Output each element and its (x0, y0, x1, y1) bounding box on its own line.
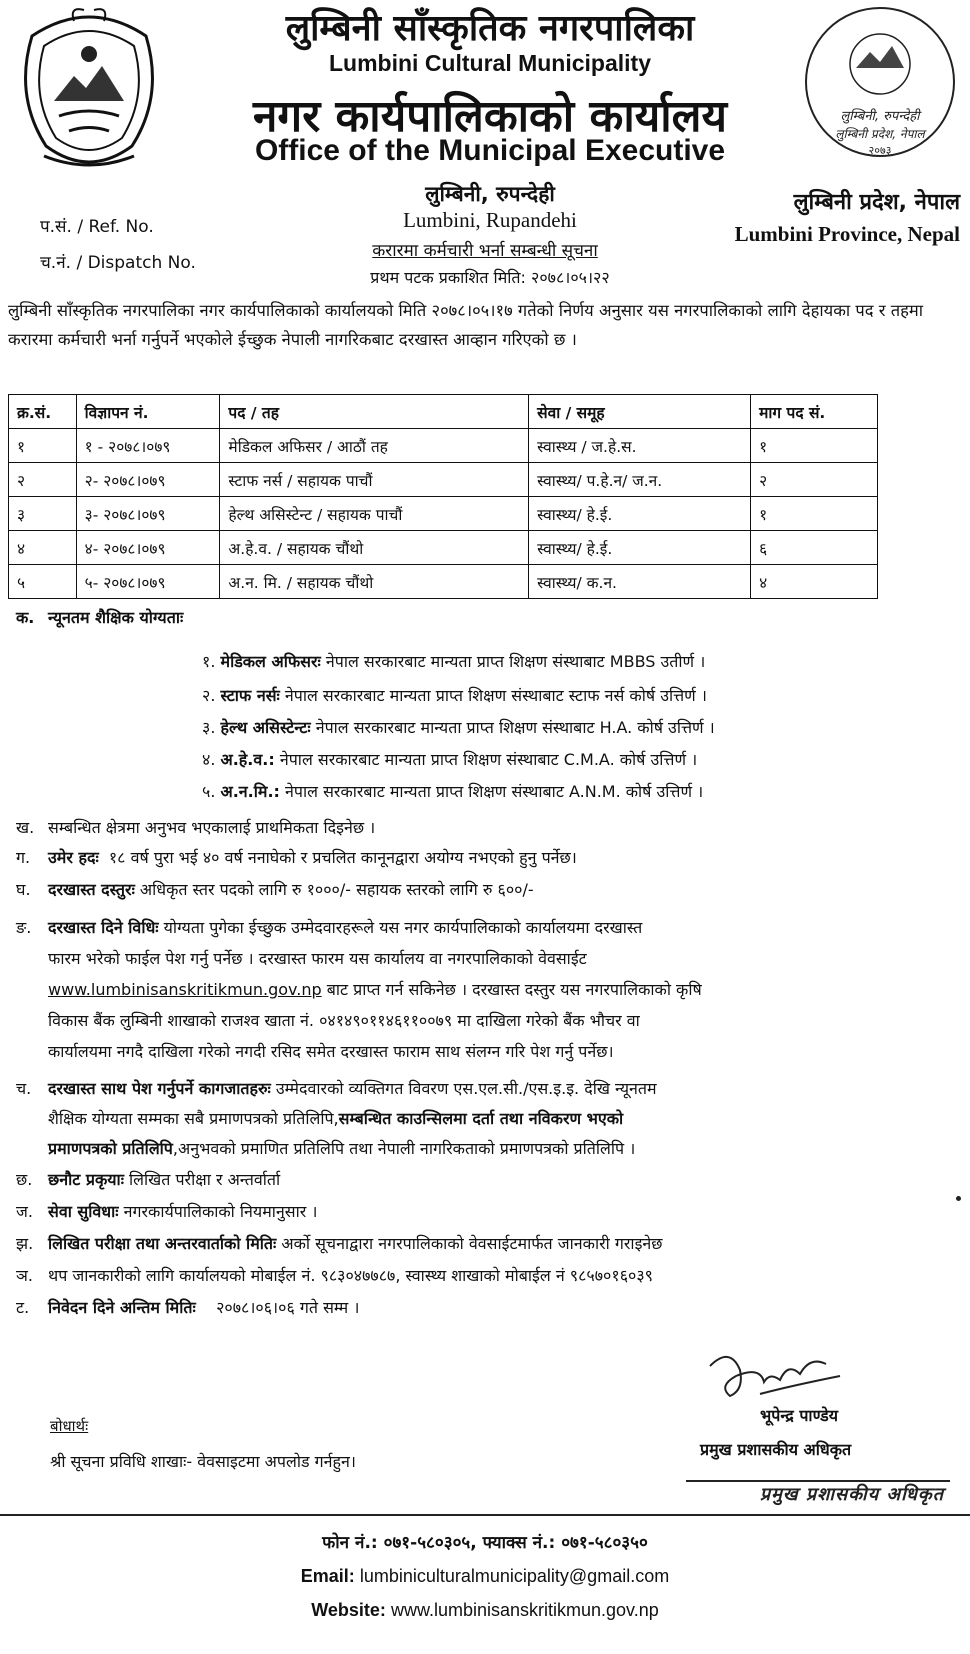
qualification-number: ५. (202, 782, 216, 801)
qualification-item (202, 684, 707, 706)
qualification-post: अ.न.मि.: (220, 782, 280, 801)
notice-subject: करारमा कर्मचारी भर्ना सम्बन्धी सूचना (372, 241, 598, 261)
section-title: निवेदन दिने अन्तिम मितिः (48, 1298, 196, 1317)
section-letter: च. (16, 1079, 32, 1098)
qualification-post: मेडिकल अफिसरः (220, 652, 321, 671)
section-cha (16, 1074, 956, 1164)
section-ja (16, 1200, 317, 1224)
office-name-en: Office of the Municipal Executive (254, 134, 726, 167)
cell-post: स्टाफ नर्स / सहायक पाचौं (220, 463, 529, 497)
table-header-row (9, 395, 878, 429)
qualification-post: स्टाफ नर्सः (220, 686, 280, 705)
section-letter: ङ. (16, 918, 32, 937)
section-text: योग्यता पुगेका ईच्छुक उम्मेदवारहरूले यस नगर कार्यपालिकाको कार्यालयमा दरखास्त (163, 918, 643, 937)
qualification-item (202, 780, 703, 802)
qualification-post: अ.हे.व.: (220, 750, 275, 769)
qualification-text: नेपाल सरकारबाट मान्यता प्राप्त शिक्षण संस्थाबाट H.A. कोर्ष उत्तिर्ण । (315, 718, 715, 737)
signatory-title: प्रमुख प्रशासकीय अधिकृत (700, 1440, 852, 1459)
section-letter: छ. (16, 1170, 33, 1189)
qualification-number: ४. (202, 750, 216, 769)
section-text: बाट प्राप्त गर्न सकिनेछ । दरखास्त दस्तुर यस नगरपालिकाको कृषि (321, 980, 702, 999)
qualification-post: हेल्थ असिस्टेन्टः (220, 718, 311, 737)
section-text: २०७८।०६।०६ गते सम्म । (216, 1298, 360, 1317)
section-letter: क. (16, 608, 35, 627)
office-stamp: प्रमुख प्रशासकीय अधिकृत (686, 1480, 950, 1512)
section-text: शैक्षिक योग्यता सम्मका सबै प्रमाणपत्रको प्रतिलिपि, (48, 1109, 339, 1128)
section-text: कार्यालयमा नगदै दाखिला गरेको नगदी रसिद समेत दरखास्त फाराम साथ संलग्न गरि पेश गर्नु पर्नेछ। (48, 1042, 614, 1061)
section-letter: ञ. (16, 1266, 33, 1285)
section-text: अर्को सूचनाद्वारा नगरपालिकाको वेवसाईटमार्फत जानकारी गराइनेछ (281, 1234, 663, 1253)
header-serial: क्र.सं. (9, 395, 77, 429)
section-text: विकास बैंक लुम्बिनी शाखाको राजश्व खाता नं. ०४१४९०११४६११००७९ मा दाखिला गरेको बैंक भौचर वा (48, 1011, 640, 1030)
footer-divider (0, 1514, 970, 1516)
section-letter: ग. (16, 848, 31, 867)
cc-text: श्री सूचना प्रविधि शाखाः- वेवसाइटमा अपलोड गर्नहुन। (50, 1452, 356, 1471)
cell-ad-number: ३- २०७८।०७९ (76, 497, 220, 531)
section-letter: घ. (16, 880, 31, 899)
location-en: Lumbini, Rupandehi (403, 208, 577, 232)
section-title: न्यूनतम शैक्षिक योग्यताः (48, 608, 184, 627)
section-ga (16, 846, 577, 870)
cell-ad-number: ४- २०७८।०७९ (76, 531, 220, 565)
published-date: प्रथम पटक प्रकाशित मिति: २०७८।०५।२२ (370, 268, 610, 287)
svg-text:२०७३: २०७३ (868, 144, 892, 157)
province-en: Lumbini Province, Nepal (734, 222, 960, 246)
province-np: लुम्बिनी प्रदेश, नेपाल (793, 190, 960, 215)
website-link[interactable]: www.lumbinisanskritikmun.gov.np (48, 980, 322, 999)
section-text-bold: प्रमाणपत्रको प्रतिलिपि (48, 1139, 173, 1158)
table-row (9, 497, 878, 531)
cell-serial: १ (9, 429, 77, 463)
cell-service: स्वास्थ्य/ प.हे.न/ ज.न. (529, 463, 751, 497)
qualification-text: नेपाल सरकारबाट मान्यता प्राप्त शिक्षण संस्थाबाट स्टाफ नर्स कोर्ष उत्तिर्ण । (284, 686, 707, 705)
section-title: सेवा सुविधाः (48, 1202, 119, 1221)
handwritten-signature-icon (700, 1346, 850, 1404)
cell-ad-number: ५- २०७८।०७९ (76, 565, 220, 599)
qualification-text: नेपाल सरकारबाट मान्यता प्राप्त शिक्षण संस्थाबाट MBBS उतीर्ण । (325, 652, 706, 671)
section-text: फारम भरेको फाईल पेश गर्नु पर्नेछ । दरखास्त फारम यस कार्यालय वा नगरपालिकाको वेवसाईट (48, 949, 587, 968)
qualification-number: ३. (202, 718, 216, 737)
section-text: अधिकृत स्तर पदको लागि रु १०००/- सहायक स्तरको लागि रु ६००/- (139, 880, 534, 899)
svg-text:लुम्बिनी, रुपन्देही: लुम्बिनी, रुपन्देही (840, 109, 920, 124)
qualification-text: नेपाल सरकारबाट मान्यता प्राप्त शिक्षण संस्थाबाट C.M.A. कोर्ष उत्तिर्ण । (279, 750, 698, 769)
table-row (9, 429, 878, 463)
municipal-seal-icon (800, 2, 960, 162)
office-name-np: नगर कार्यपालिकाको कार्यालय (253, 91, 727, 142)
website-label: Website: (311, 1600, 386, 1620)
section-nga (16, 912, 956, 1067)
cell-post: अ.न. मि. / सहायक चौंथो (220, 565, 529, 599)
section-letter: ट. (16, 1298, 30, 1317)
cell-service: स्वास्थ्य/ क.न. (529, 565, 751, 599)
header-ad-number: विज्ञापन नं. (76, 395, 220, 429)
svg-text:लुम्बिनी प्रदेश, नेपाल: लुम्बिनी प्रदेश, नेपाल (835, 127, 925, 141)
section-title: उमेर हदः (48, 848, 99, 867)
cell-count: १ (751, 429, 878, 463)
section-gha (16, 878, 534, 902)
section-text: १८ वर्ष पुरा भई ४० वर्ष ननाघेको र प्रचलित कानूनद्वारा अयोग्य नभएको हुनु पर्नेछ। (108, 848, 577, 867)
nepal-emblem-icon (14, 6, 164, 174)
section-title: छनौट प्रकृयाः (48, 1170, 124, 1189)
cell-serial: ४ (9, 531, 77, 565)
section-title: लिखित परीक्षा तथा अन्तरवार्ताको मितिः (48, 1234, 277, 1253)
vacancy-table (8, 394, 878, 599)
cell-serial: २ (9, 463, 77, 497)
ref-number-label: प.सं. / Ref. No. (40, 217, 154, 237)
section-text-bold: सम्बन्धित काउन्सिलमा दर्ता तथा नविकरण भएको (338, 1109, 624, 1128)
section-letter: ख. (16, 818, 35, 837)
header-post: पद / तह (220, 395, 529, 429)
footer-website (0, 1600, 970, 1621)
section-jha (16, 1232, 663, 1256)
qualification-item (202, 650, 705, 672)
cc-label: बोधार्थः (50, 1417, 89, 1435)
section-letter: ज. (16, 1202, 33, 1221)
table-row (9, 463, 878, 497)
cell-count: ४ (751, 565, 878, 599)
section-text: उम्मेदवारको व्यक्तिगत विवरण एस.एल.सी./एस.इ.इ. देखि न्यूनतम (275, 1079, 657, 1098)
section-yna (16, 1264, 653, 1288)
footer-email (0, 1566, 970, 1587)
section-ta (16, 1296, 359, 1320)
footer-website-link[interactable]: www.lumbinisanskritikmun.gov.np (390, 1600, 659, 1620)
section-title: दरखास्त दस्तुरः (48, 880, 135, 899)
cell-serial: ५ (9, 565, 77, 599)
dispatch-number-label: च.नं. / Dispatch No. (40, 253, 196, 273)
section-text: थप जानकारीको लागि कार्यालयको मोबाईल नं. ९८३०४७७८७, स्वास्थ्य शाखाको मोबाईल नं ९८५७०१६०३९ (48, 1266, 653, 1285)
cell-count: ६ (751, 531, 878, 565)
header-count: माग पद सं. (751, 395, 878, 429)
section-text: नगरकार्यपालिकाको नियमानुसार । (123, 1202, 318, 1221)
header-service: सेवा / समूह (529, 395, 751, 429)
email-link[interactable]: lumbiniculturalmunicipality@gmail.com (359, 1566, 670, 1586)
cell-ad-number: २- २०७८।०७९ (76, 463, 220, 497)
cell-post: मेडिकल अफिसर / आठौं तह (220, 429, 529, 463)
cell-ad-number: १ - २०७८।०७९ (76, 429, 220, 463)
cell-service: स्वास्थ्य/ हे.ई. (529, 497, 751, 531)
section-ka (16, 606, 183, 630)
cell-post: हेल्थ असिस्टेन्ट / सहायक पाचौं (220, 497, 529, 531)
municipality-name-en: Lumbini Cultural Municipality (329, 50, 651, 76)
signatory-name: भूपेन्द्र पाण्डेय (760, 1406, 839, 1425)
scan-mark (956, 1196, 961, 1201)
table-row (9, 531, 878, 565)
qualification-number: २. (202, 686, 216, 705)
section-text: लिखित परीक्षा र अन्तर्वार्ता (129, 1170, 281, 1189)
qualification-number: १. (202, 652, 216, 671)
qualification-item (202, 716, 715, 738)
cell-count: २ (751, 463, 878, 497)
footer-phone: फोन नं.: ०७१-५८०३०५, फ्याक्स नं.: ०७१-५८०३५० (322, 1533, 648, 1553)
cell-count: १ (751, 497, 878, 531)
section-chha (16, 1168, 280, 1192)
qualification-text: नेपाल सरकारबाट मान्यता प्राप्त शिक्षण संस्थाबाट A.N.M. कोर्ष उत्तिर्ण । (285, 782, 704, 801)
section-title: दरखास्त साथ पेश गर्नुपर्ने कागजातहरुः (48, 1079, 271, 1098)
table-row (9, 565, 878, 599)
cell-service: स्वास्थ्य / ज.हे.स. (529, 429, 751, 463)
location-np: लुम्बिनी, रुपन्देही (425, 182, 555, 206)
cell-serial: ३ (9, 497, 77, 531)
qualification-item (202, 748, 697, 770)
section-text: सम्बन्धित क्षेत्रमा अनुभव भएकालाई प्राथमिकता दिइनेछ । (48, 818, 376, 837)
section-text: ,अनुभवको प्रमाणित प्रतिलिपि तथा नेपाली नागरिकताको प्रमाणपत्रको प्रतिलिपि । (172, 1139, 636, 1158)
notice-intro: लुम्बिनी साँस्कृतिक नगरपालिका नगर कार्यपालिकाको कार्यालयको मिति २०७८।०५।१७ गतेको निर्णय अनुसार यस नगरपालिकाको लागि देहायका पद र तहमा करारमा कर्मचारी भर्ना गर्नुपर्ने भएकोले ईच्छुक नेपाली नागरिकबाट दरखास्त आव्हान गरिएको छ । (8, 301, 924, 349)
section-title: दरखास्त दिने विधिः (48, 918, 159, 937)
cell-service: स्वास्थ्य/ हे.ई. (529, 531, 751, 565)
section-kha (16, 816, 375, 840)
cell-post: अ.हे.व. / सहायक चौंथो (220, 531, 529, 565)
section-letter: झ. (16, 1234, 34, 1253)
municipality-name-np: लुम्बिनी साँस्कृतिक नगरपालिका (285, 8, 695, 49)
email-label: Email: (300, 1566, 355, 1586)
